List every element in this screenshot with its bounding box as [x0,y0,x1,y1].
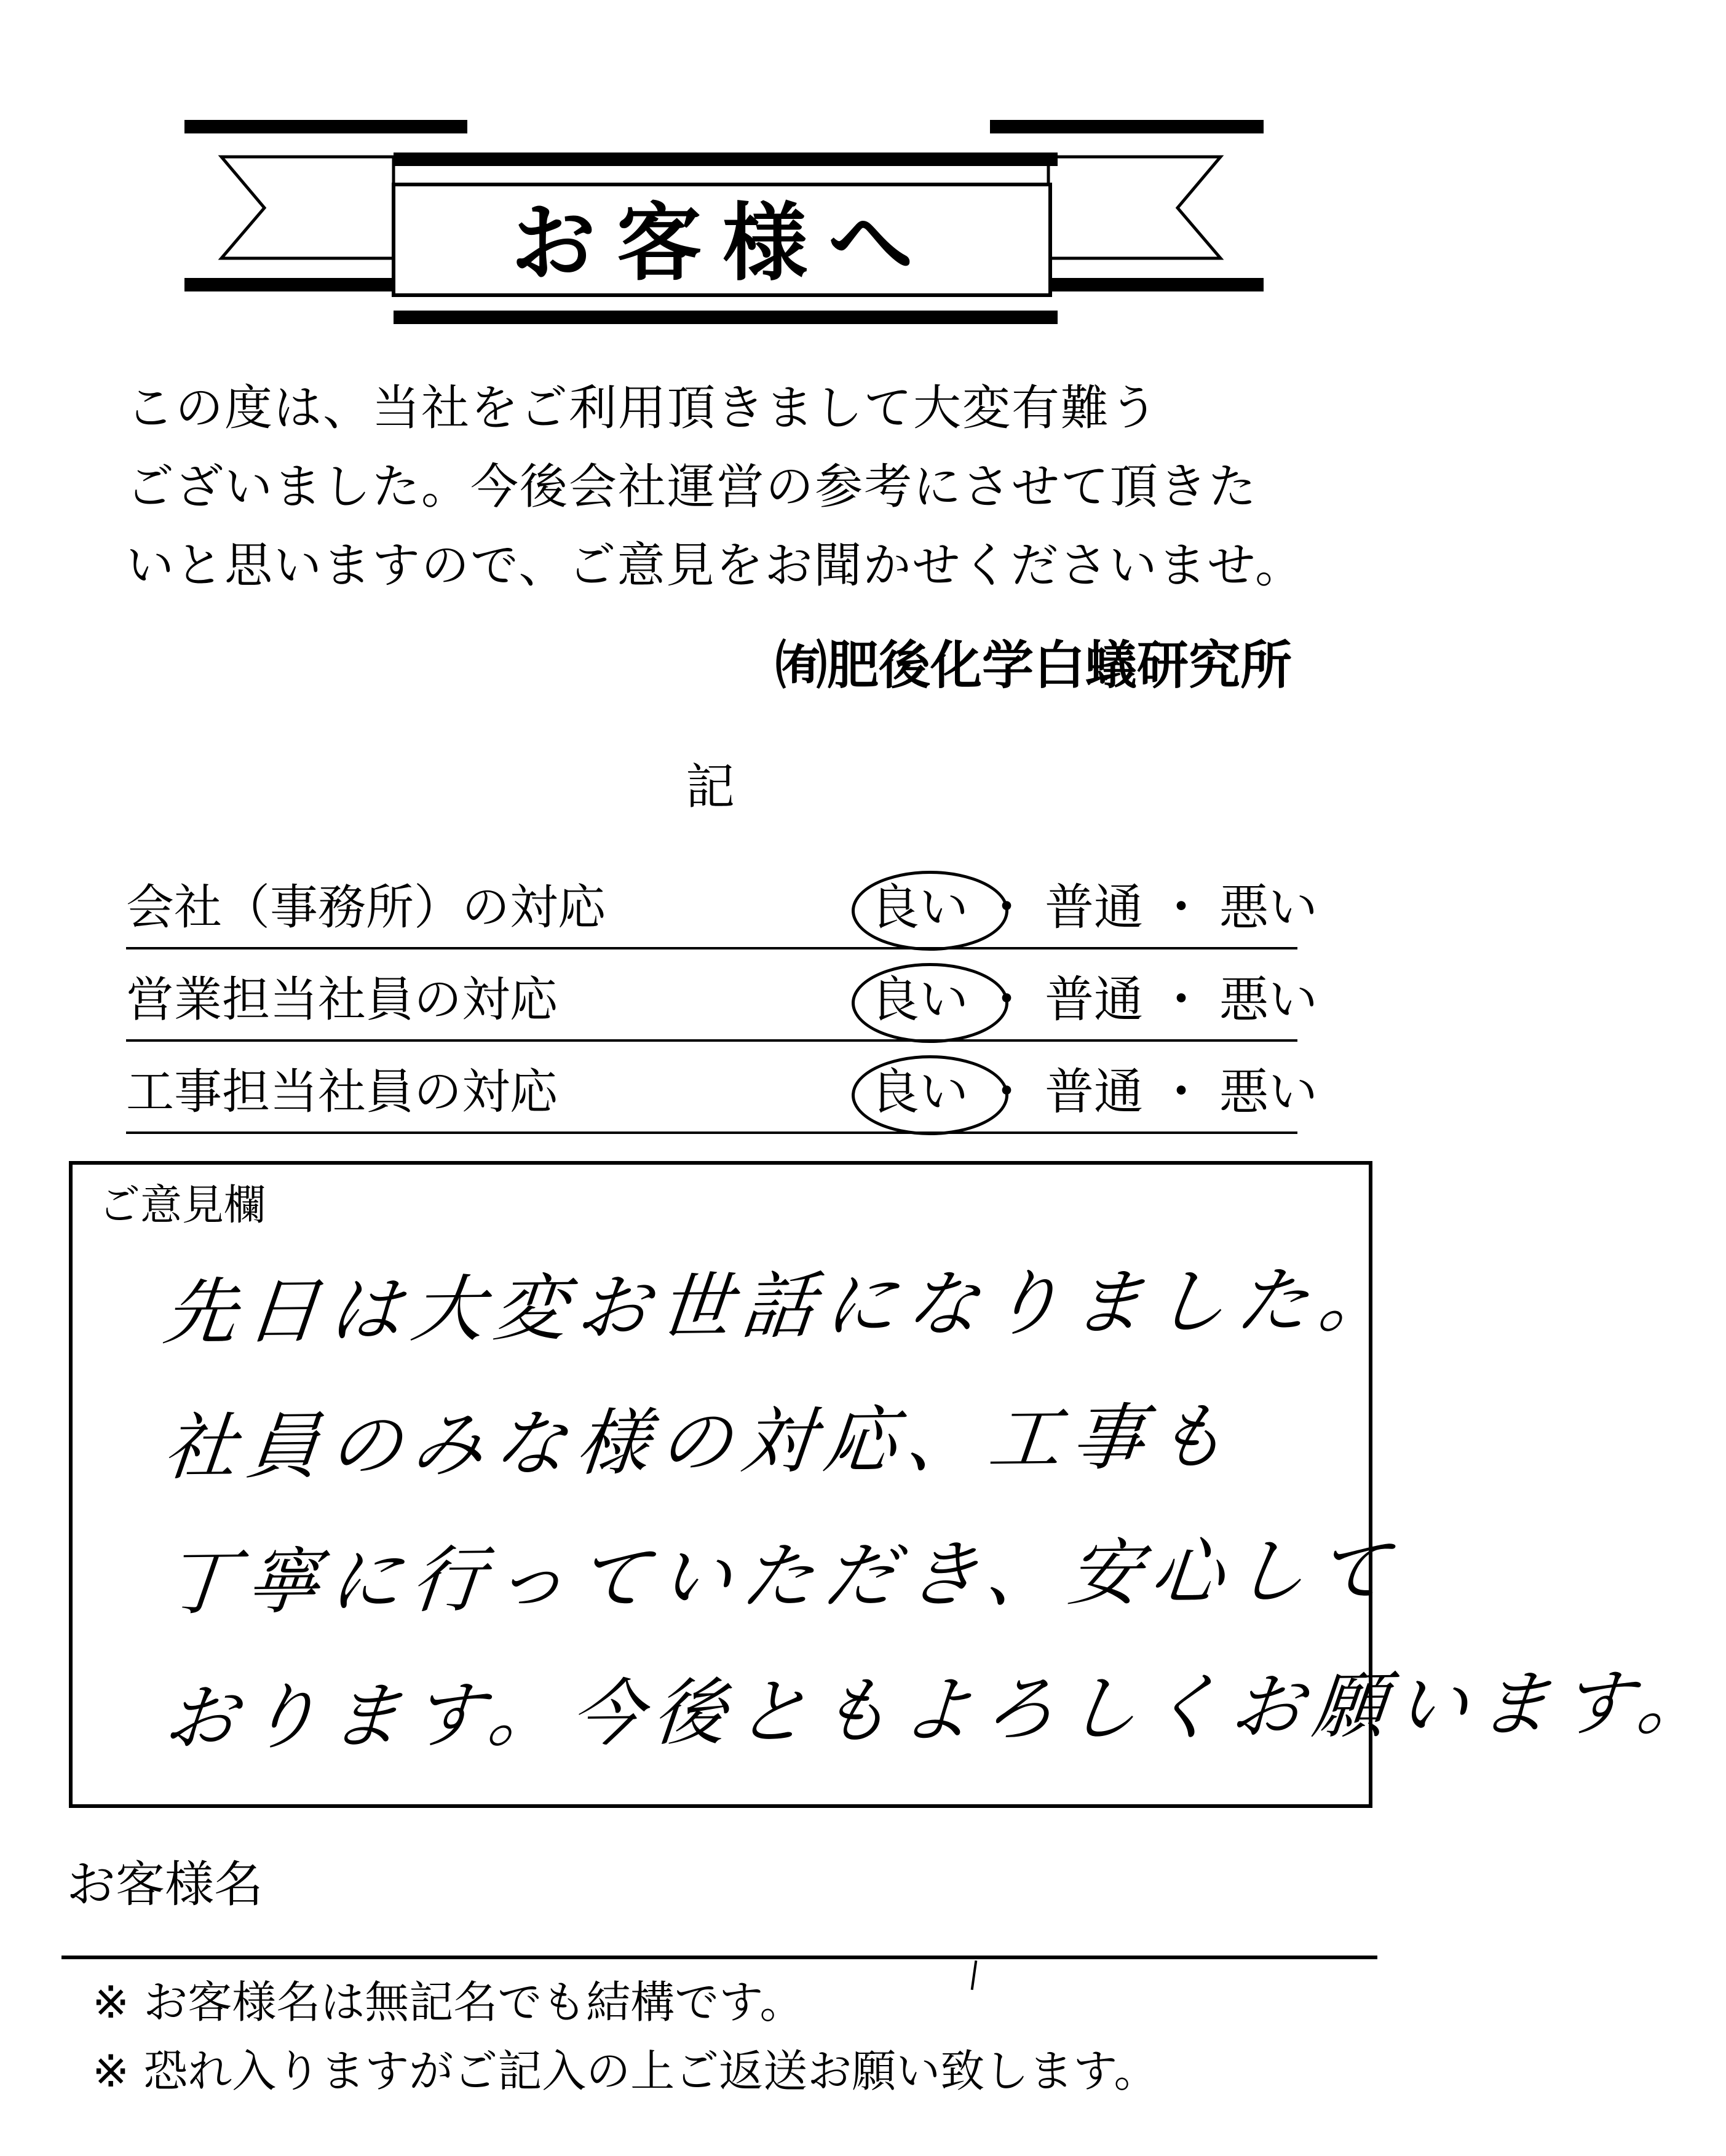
opinion-box[interactable] [69,1161,1724,1808]
customer-name-label: お客様名 [66,1856,263,1913]
separator: ・ [982,971,1031,1028]
rating-option-good[interactable]: 良い [870,969,968,1031]
intro-line: ございました。今後会社運営の参考にさせて頂きた [126,459,1258,515]
company-name: ㈲肥後化学白蟻研究所 [775,635,1292,696]
rating-row-office [126,855,1318,949]
rating-option-good[interactable]: 良い [870,877,968,938]
rating-option-bad[interactable]: 悪い [1219,971,1318,1028]
rating-options [870,1061,1318,1123]
rating-option-bad[interactable]: 悪い [1219,1063,1318,1120]
note-line: ※ 恐れ入りますがご記入の上ご返送お願い致します。 [92,2045,1158,2097]
separator: ・ [1157,1063,1206,1120]
rating-option-normal[interactable]: 普通 [1045,1063,1143,1120]
rating-label: 営業担当社員の対応 [126,972,558,1028]
footer-notes [92,1968,1158,2106]
rating-options [870,969,1318,1031]
rating-row-construction [126,1039,1318,1134]
separator: ・ [1157,879,1206,936]
ki-heading: 記 [686,758,735,815]
rating-row-sales [126,947,1318,1042]
separator: ・ [982,879,1031,936]
rating-option-normal[interactable]: 普通 [1045,879,1143,936]
separator: ・ [1157,971,1206,1028]
rating-option-normal[interactable]: 普通 [1045,971,1143,1028]
customer-name-field-line[interactable] [61,1956,1377,1959]
rating-option-bad[interactable]: 悪い [1219,879,1318,936]
rating-label: 会社（事務所）の対応 [126,880,606,935]
rating-option-good[interactable]: 良い [870,1061,968,1123]
intro-line: この度は、当社をご利用頂きまして大変有難う [126,381,1160,436]
opinion-label: ご意見欄 [98,1181,266,1230]
page-title: お客様へ [510,192,934,293]
title-banner [0,0,1443,344]
separator: ・ [982,1063,1031,1120]
handwritten-line: おります。今後ともよろしくお願います。 [160,1659,1724,1761]
handwritten-line: 先日は大変お世話になりました。 [160,1256,1406,1355]
rating-options [870,877,1318,938]
handwritten-line: 丁寧に行っていただき、安心して [160,1527,1403,1625]
intro-line: いと思いますので、ご意見をお聞かせくださいませ。 [126,538,1305,593]
note-line: ※ お客様名は無記名でも結構です。 [92,1976,804,2028]
rating-label: 工事担当社員の対応 [126,1064,558,1120]
handwritten-line: 社員のみな様の対応、工事も [160,1393,1241,1490]
handwritten-comment [160,1239,1724,1780]
intro-paragraph [126,369,1356,605]
